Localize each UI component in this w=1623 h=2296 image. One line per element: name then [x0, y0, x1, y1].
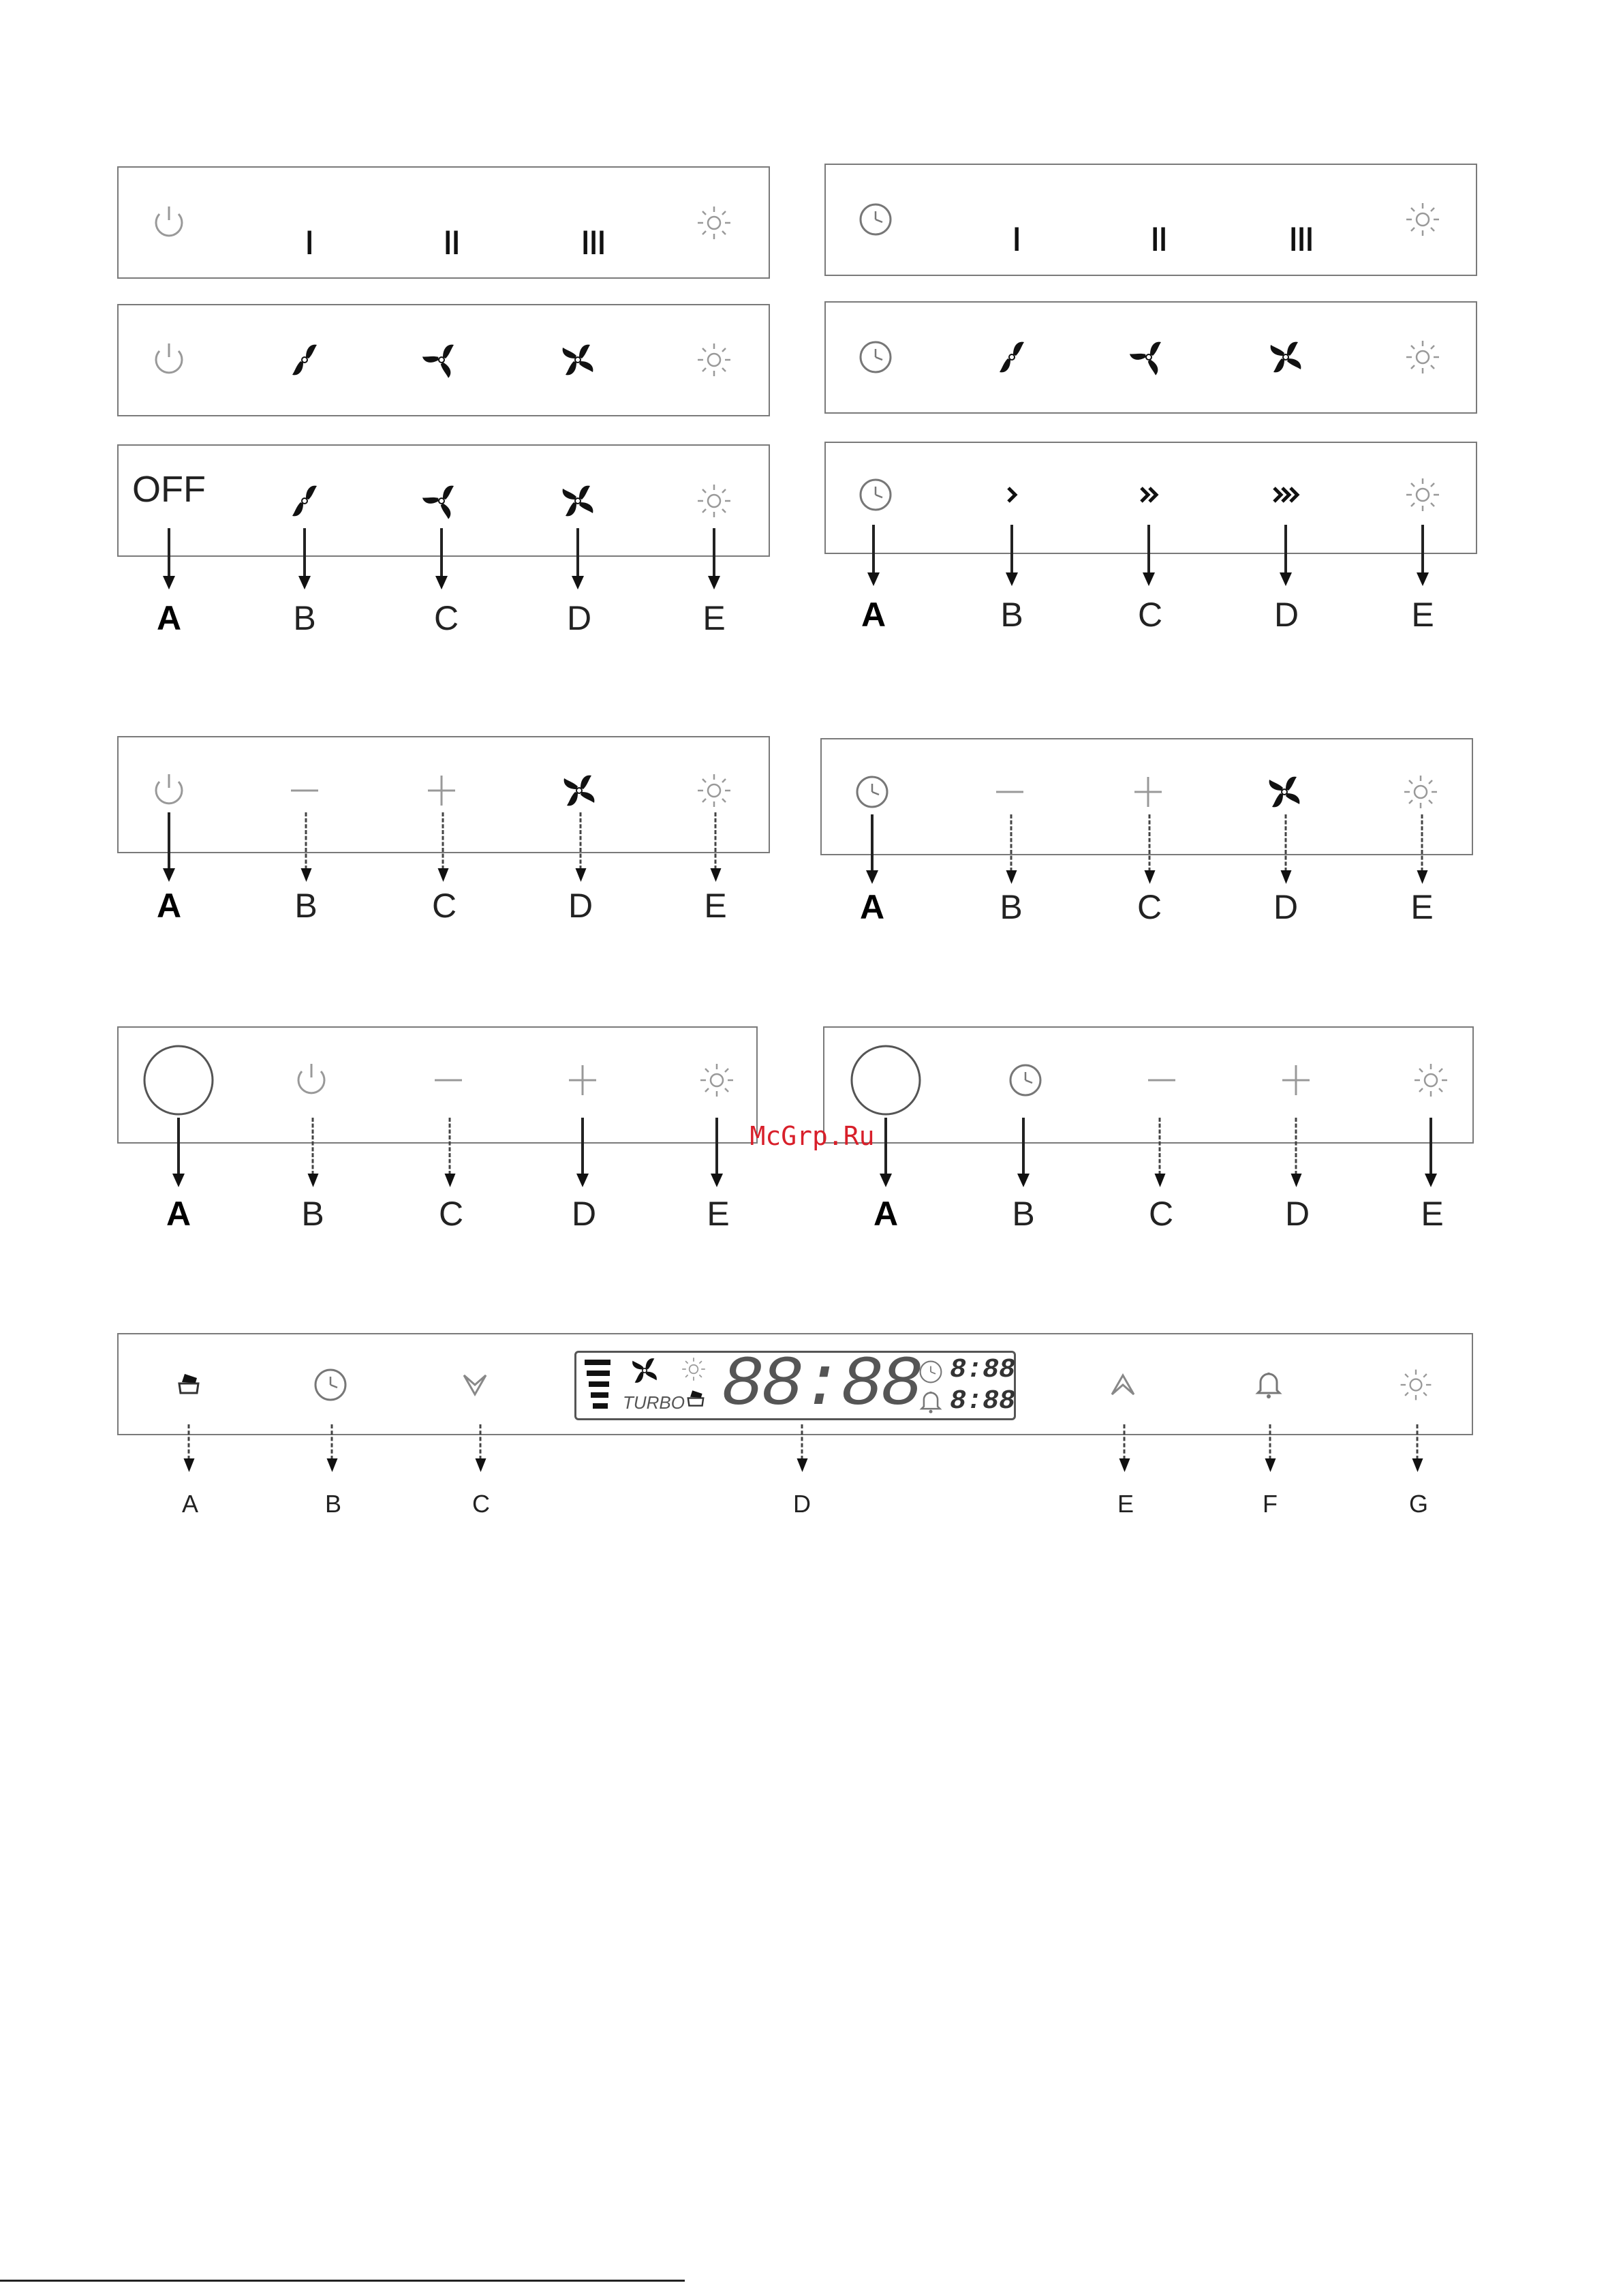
fan-speed-3-icon[interactable] — [1265, 337, 1306, 378]
label-a: A — [859, 888, 885, 926]
fan-speed-3-icon[interactable] — [557, 339, 598, 380]
pointer-arrow — [801, 1424, 803, 1460]
pointer-arrow — [1269, 1424, 1271, 1460]
pointer-arrow — [303, 528, 306, 577]
pointer-arrow — [715, 812, 717, 870]
pointer-arrow — [1421, 814, 1423, 872]
clock-icon[interactable] — [852, 771, 893, 812]
label-b: B — [293, 599, 316, 637]
label-d: D — [568, 887, 593, 925]
light-icon[interactable] — [1402, 199, 1443, 240]
label-g: G — [1408, 1490, 1429, 1518]
label-c: C — [1148, 1195, 1174, 1233]
pointer-arrow — [1285, 814, 1287, 872]
pointer-arrow — [168, 528, 170, 577]
fan-speed-1-icon[interactable] — [284, 480, 325, 521]
fan-speed-1-icon[interactable] — [284, 339, 325, 380]
label-b: B — [1000, 596, 1023, 634]
pointer-arrow — [871, 814, 874, 872]
light-icon — [679, 1355, 708, 1383]
chevron-up-icon[interactable] — [1106, 1368, 1140, 1402]
chevron-3-icon[interactable] — [1262, 481, 1310, 508]
light-icon[interactable] — [1397, 1366, 1435, 1404]
pointer-arrow — [1010, 525, 1013, 574]
fan-icon[interactable] — [559, 770, 600, 811]
label-e: E — [1421, 1195, 1444, 1233]
pointer-arrow — [576, 528, 579, 577]
clock-icon — [916, 1358, 945, 1386]
main-digits: 88:88 — [721, 1345, 921, 1426]
alarm-digits: 8:88 — [950, 1386, 1016, 1417]
pointer-arrow — [440, 528, 443, 577]
label-a: A — [166, 1195, 191, 1233]
label-b: B — [1000, 888, 1023, 926]
plus-icon[interactable] — [1128, 771, 1169, 812]
label-d: D — [1284, 1195, 1310, 1233]
clock-icon[interactable] — [1005, 1060, 1046, 1101]
pointer-arrow — [715, 1118, 718, 1175]
clock-icon[interactable] — [855, 199, 896, 240]
fan-icon — [628, 1354, 661, 1387]
light-icon[interactable] — [694, 339, 735, 380]
pointer-arrow — [872, 525, 875, 574]
light-icon[interactable] — [1410, 1060, 1451, 1101]
pointer-arrow — [1284, 525, 1287, 574]
pointer-arrow — [1421, 525, 1424, 574]
label-e: E — [1410, 888, 1434, 926]
pointer-arrow — [168, 812, 170, 870]
speed-1-button[interactable]: I — [1013, 220, 1021, 258]
fan-speed-1-icon[interactable] — [991, 337, 1032, 378]
plus-icon[interactable] — [421, 770, 462, 811]
clock-icon[interactable] — [310, 1364, 351, 1405]
pointer-arrow — [1124, 1424, 1126, 1460]
light-icon[interactable] — [1400, 771, 1441, 812]
label-b: B — [301, 1195, 324, 1233]
light-icon[interactable] — [694, 202, 735, 243]
watermark: McGrp.Ru — [749, 1121, 875, 1151]
pointer-arrow — [1429, 1118, 1432, 1175]
label-c: C — [433, 599, 459, 637]
label-a: A — [873, 1195, 899, 1233]
fan-speed-2-icon[interactable] — [1128, 337, 1169, 378]
filter-icon[interactable] — [172, 1368, 206, 1402]
pointer-arrow — [1149, 814, 1151, 872]
clock-icon[interactable] — [855, 337, 896, 378]
pointer-arrow — [580, 812, 582, 870]
label-d: D — [571, 1195, 597, 1233]
pointer-arrow — [1010, 814, 1013, 872]
timer-digits: 8:88 — [950, 1355, 1016, 1386]
clock-icon[interactable] — [855, 474, 896, 515]
light-icon[interactable] — [1402, 337, 1443, 378]
turbo-indicator: TURBO — [623, 1392, 685, 1413]
minus-icon[interactable] — [428, 1060, 469, 1101]
label-c: C — [472, 1490, 490, 1518]
power-icon[interactable] — [149, 339, 189, 380]
chevron-1-icon[interactable] — [991, 481, 1032, 508]
light-icon[interactable] — [1402, 474, 1443, 515]
lcd-display — [574, 1345, 1016, 1426]
speed-2-button[interactable]: II — [444, 224, 461, 262]
label-e: E — [704, 887, 727, 925]
footer-rule — [0, 2280, 685, 2282]
label-c: C — [1137, 596, 1163, 634]
label-d: D — [566, 599, 592, 637]
light-icon[interactable] — [696, 1060, 737, 1101]
pointer-arrow — [1417, 1424, 1419, 1460]
label-b: B — [294, 887, 318, 925]
pointer-arrow — [581, 1118, 584, 1175]
label-e: E — [1117, 1490, 1134, 1518]
minus-icon[interactable] — [989, 771, 1030, 812]
plus-icon[interactable] — [1276, 1060, 1316, 1101]
label-b: B — [1012, 1195, 1035, 1233]
label-a: A — [156, 599, 182, 637]
label-c: C — [1137, 888, 1162, 926]
speed-2-button[interactable]: II — [1151, 220, 1168, 258]
fan-level-bars — [585, 1358, 612, 1416]
power-icon[interactable] — [291, 1060, 332, 1101]
fan-speed-2-icon[interactable] — [421, 339, 462, 380]
pointer-arrow — [312, 1118, 314, 1175]
light-icon[interactable] — [694, 480, 735, 521]
pointer-arrow — [331, 1424, 333, 1460]
pointer-arrow — [1022, 1118, 1025, 1175]
pointer-arrow — [442, 812, 444, 870]
knob-circle[interactable] — [848, 1043, 923, 1118]
speed-3-button[interactable]: III — [581, 224, 606, 262]
plus-icon[interactable] — [562, 1060, 603, 1101]
chevron-down-icon[interactable] — [458, 1368, 492, 1402]
light-icon[interactable] — [694, 770, 735, 811]
speed-3-button[interactable]: III — [1289, 220, 1314, 258]
label-c: C — [438, 1195, 464, 1233]
label-e: E — [707, 1195, 730, 1233]
chevron-2-icon[interactable] — [1128, 481, 1169, 508]
minus-icon[interactable] — [1141, 1060, 1182, 1101]
label-c: C — [431, 887, 457, 925]
label-e: E — [1411, 596, 1434, 634]
label-a: A — [861, 596, 886, 634]
pointer-arrow — [480, 1424, 482, 1460]
label-a: A — [181, 1490, 199, 1518]
pointer-arrow — [884, 1118, 887, 1175]
label-a: A — [156, 887, 182, 925]
knob-circle[interactable] — [141, 1043, 216, 1118]
pointer-arrow — [713, 528, 715, 577]
pointer-arrow — [188, 1424, 190, 1460]
pointer-arrow — [305, 812, 307, 870]
off-button[interactable]: OFF — [132, 469, 206, 510]
power-icon[interactable] — [149, 770, 189, 811]
speed-1-button[interactable]: I — [305, 224, 314, 262]
fan-speed-3-icon[interactable] — [557, 480, 598, 521]
label-d: D — [1273, 596, 1299, 634]
bell-icon — [916, 1388, 945, 1416]
fan-speed-2-icon[interactable] — [421, 480, 462, 521]
bell-icon[interactable] — [1252, 1368, 1286, 1402]
label-d: D — [1273, 888, 1299, 926]
label-f: F — [1263, 1490, 1278, 1518]
pointer-arrow — [1147, 525, 1150, 574]
filter-icon — [682, 1386, 709, 1413]
pointer-arrow — [177, 1118, 180, 1175]
label-d: D — [793, 1490, 811, 1518]
pointer-arrow — [449, 1118, 451, 1175]
power-icon[interactable] — [149, 202, 189, 243]
pointer-arrow — [1159, 1118, 1161, 1175]
pointer-arrow — [1295, 1118, 1297, 1175]
fan-icon[interactable] — [1264, 771, 1305, 812]
minus-icon[interactable] — [284, 770, 325, 811]
label-e: E — [702, 599, 726, 637]
label-b: B — [324, 1490, 342, 1518]
